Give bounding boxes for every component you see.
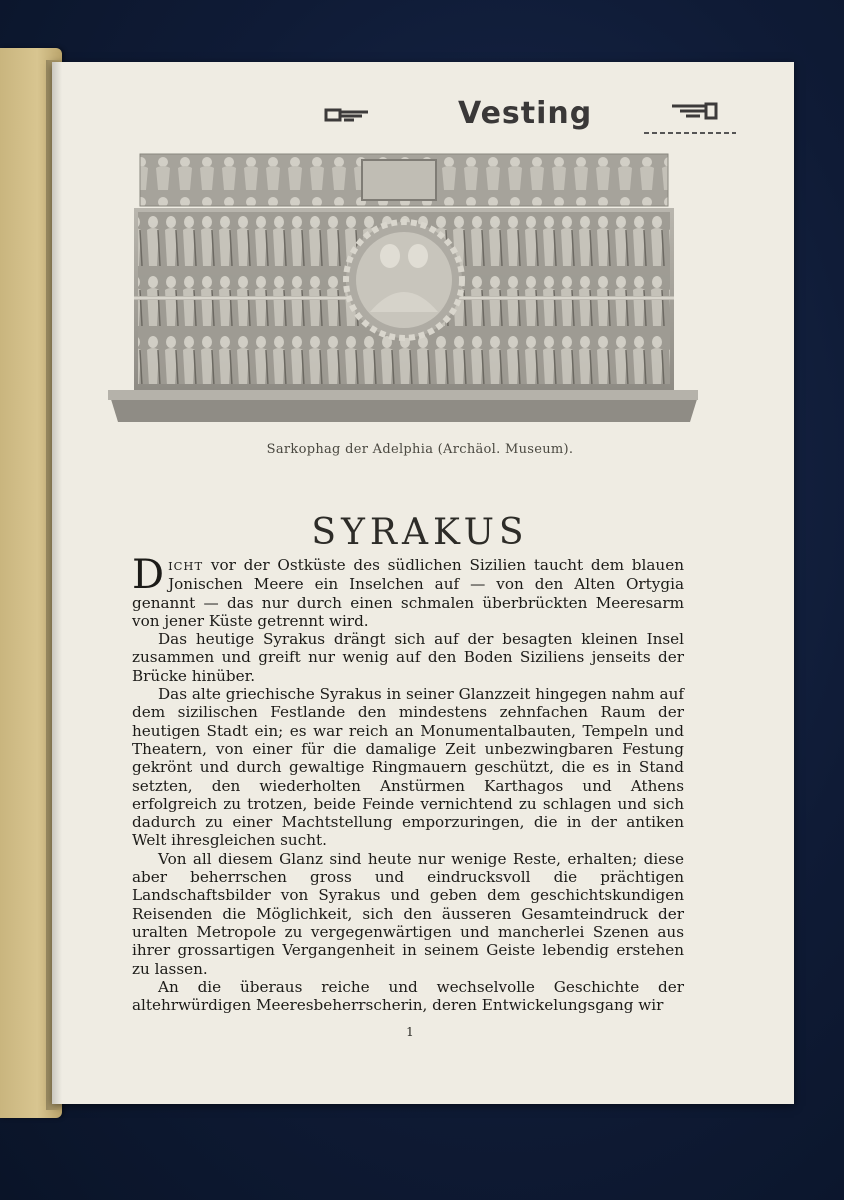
page-number: 1 [406, 1025, 414, 1039]
paragraph-text: vor der Ostküste des südlichen Sizilien taucht dem blauen Jonischen Meere ein Inselchen auf — von den Alten Ortygia genannt — das nur durch einen schmalen überbrückten Meeresarm von jener Küste getrennt wird. [132, 556, 684, 630]
body-text [132, 552, 684, 1015]
drop-cap: D [132, 552, 165, 598]
first-word-small-caps: ICHT [168, 559, 204, 573]
figure-caption: Sarkophag der Adelphia (Archäol. Museum). [266, 442, 574, 457]
stamp-underline [644, 132, 736, 134]
spine-shadow [46, 60, 62, 1110]
sarcophagus-relief-photo [108, 152, 698, 426]
paragraph: An die überaus reiche und wechselvolle Geschichte der altehrwürdigen Meeresbeherrscherin, deren Entwickelungsgang wir [132, 977, 684, 1015]
page-title: SYRAKUS [311, 512, 529, 554]
pointing-hand-left-icon [660, 100, 722, 124]
paragraph: Das alte griechische Syrakus in seiner Glanzzeit hingegen nahm auf dem sizilischen Festlande den mindestens zehnfachen Raum der heutigen Stadt ein; es war reich an Monumentalbauten, Tempeln und Theatern, von einer für die damalige Zeit unbezwingbaren Festung gekrönt und durch gewaltige Ringmauern geschützt, die es in Stand setzten, den wiederholten Anstürmen Karthagos und Athens erfolgreich zu trotzen, beide Feinde vernichtend zu schlagen und sich dadurch zu einer Machtstellung emporzuringen, die in der antiken Welt ihresgleichen sucht. [132, 685, 684, 850]
paragraph: Von all diesem Glanz sind heute nur wenige Reste, erhalten; diese aber beherrschen gross und eindrucksvoll die prächtigen Landschaftsbilder von Syrakus und geben dem geschichtskundigen Reisenden die Möglichkeit, sich den äusseren Gesamteindruck der uralten Metropole zu vergegenwärtigen und mancherlei Szenen aus ihrer grossartigen Vergangenheit in seinem Geiste lebendig erstehen zu lassen. [132, 849, 684, 978]
stamp-text: Vesting [458, 96, 593, 131]
paragraph [132, 552, 684, 630]
pointing-hand-right-icon [322, 104, 374, 126]
vesting-stamp [310, 96, 730, 136]
paragraph: Das heutige Syrakus drängt sich auf der besagten kleinen Insel zusammen und greift nur wenig auf den Boden Siziliens jenseits der Brücke hinüber. [132, 630, 684, 685]
